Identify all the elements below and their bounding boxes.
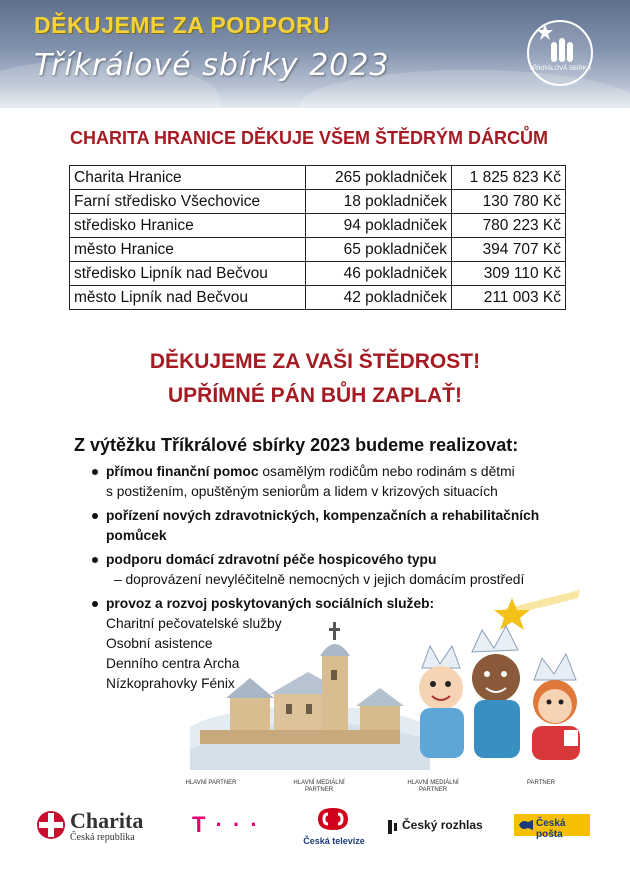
row-boxes: 42 pokladniček — [306, 286, 452, 310]
item-bold: přímou finanční pomoc — [106, 464, 259, 479]
ct-logo — [296, 806, 372, 850]
church-kings-picture — [190, 580, 610, 770]
item-text: s postižením, opuštěným seniorům a lidem v krizových situacích — [106, 484, 498, 499]
row-name: město Lipník nad Bečvou — [70, 286, 306, 310]
table-row — [70, 238, 566, 262]
telekom-logo: T · · · — [192, 812, 260, 837]
three-kings-icon — [529, 22, 591, 66]
gratitude-line-2: UPŘÍMNÉ PÁN BŮH ZAPLAŤ! — [168, 384, 462, 407]
charita-name: Charita — [70, 808, 144, 833]
item-bold: podporu domácí zdravotní péče hospicového typu — [106, 552, 437, 567]
header-banner — [0, 0, 630, 108]
row-amount: 780 223 Kč — [452, 214, 566, 238]
service-item: Nízkoprahovky Fénix — [106, 676, 235, 691]
service-item: Charitní pečovatelské služby — [106, 616, 282, 631]
rozhlas-logo — [388, 818, 488, 838]
row-amount: 394 707 Kč — [452, 238, 566, 262]
charita-sub: Česká republika — [70, 832, 135, 843]
charita-cross-icon — [36, 808, 66, 842]
posta-logo — [514, 814, 590, 840]
table-row — [70, 166, 566, 190]
star-icon — [494, 590, 580, 630]
table-row — [70, 190, 566, 214]
item-text: osamělým rodičům nebo rodinám s dětmi — [258, 464, 515, 479]
three-kings-badge — [527, 20, 593, 86]
partner-caption: HLAVNÍ MEDIÁLNÍ PARTNER — [407, 780, 459, 793]
service-item: Denního centra Archa — [106, 656, 240, 671]
row-name: Charita Hranice — [70, 166, 306, 190]
table-row — [70, 214, 566, 238]
row-amount: 130 780 Kč — [452, 190, 566, 214]
bullet-icon — [92, 469, 98, 475]
row-amount: 211 003 Kč — [452, 286, 566, 310]
row-name: středisko Hranice — [70, 214, 306, 238]
row-name: Farní středisko Všechovice — [70, 190, 306, 214]
item-bold: pomůcek — [106, 528, 167, 543]
row-boxes: 94 pokladniček — [306, 214, 452, 238]
row-boxes: 18 pokladniček — [306, 190, 452, 214]
item-text: – doprovázení nevyléčitelně nemocných v jejich domácím prostředí — [114, 572, 525, 587]
row-name: město Hranice — [70, 238, 306, 262]
three-kings-illustration — [190, 580, 610, 770]
rozhlas-name: Český rozhlas — [402, 818, 483, 832]
ct-name: Česká televize — [303, 836, 365, 846]
ct-icon — [316, 806, 350, 832]
item-bold: provoz a rozvoj poskytovaných sociálních služeb: — [106, 596, 435, 611]
row-boxes: 65 pokladniček — [306, 238, 452, 262]
badge-label: TŘÍKRÁLOVÁ SBÍRKA — [529, 66, 591, 72]
bullet-icon — [92, 557, 98, 563]
partner-caption: HLAVNÍ PARTNER — [185, 780, 237, 786]
row-boxes: 46 pokladniček — [306, 262, 452, 286]
table-row — [70, 286, 566, 310]
banner-title: DĚKUJEME ZA PODPORU — [34, 12, 331, 38]
king-figure — [419, 646, 464, 758]
item-bold: pořízení nových zdravotnických, kompenzačních a rehabilitačních — [106, 508, 540, 523]
partner-caption: PARTNER — [526, 780, 556, 786]
thanks-heading: CHARITA HRANICE DĚKUJE VŠEM ŠTĚDRÝM DÁRCŮM — [70, 128, 549, 148]
row-name: středisko Lipník nad Bečvou — [70, 262, 306, 286]
bullet-icon — [92, 601, 98, 607]
charita-logo — [36, 808, 156, 848]
row-boxes: 265 pokladniček — [306, 166, 452, 190]
service-item: Osobní asistence — [106, 636, 213, 651]
proceeds-heading: Z výtěžku Tříkrálové sbírky 2023 budeme realizovat: — [74, 435, 519, 455]
gratitude-line-1: DĚKUJEME ZA VAŠI ŠTĚDROST! — [149, 350, 481, 373]
rozhlas-icon — [388, 820, 400, 834]
table-row — [70, 262, 566, 286]
posta-name: Česká pošta — [536, 818, 566, 840]
row-amount: 1 825 823 Kč — [452, 166, 566, 190]
partner-caption: HLAVNÍ MEDIÁLNÍ PARTNER — [293, 780, 345, 793]
king-figure — [532, 654, 580, 760]
donations-table — [69, 165, 566, 310]
post-horn-icon — [518, 819, 534, 831]
king-figure — [472, 626, 520, 758]
list-item — [92, 506, 558, 546]
bullet-icon — [92, 513, 98, 519]
row-amount: 309 110 Kč — [452, 262, 566, 286]
list-item — [92, 462, 558, 502]
banner-subtitle: Tříkrálové sbírky 2023 — [34, 48, 390, 83]
